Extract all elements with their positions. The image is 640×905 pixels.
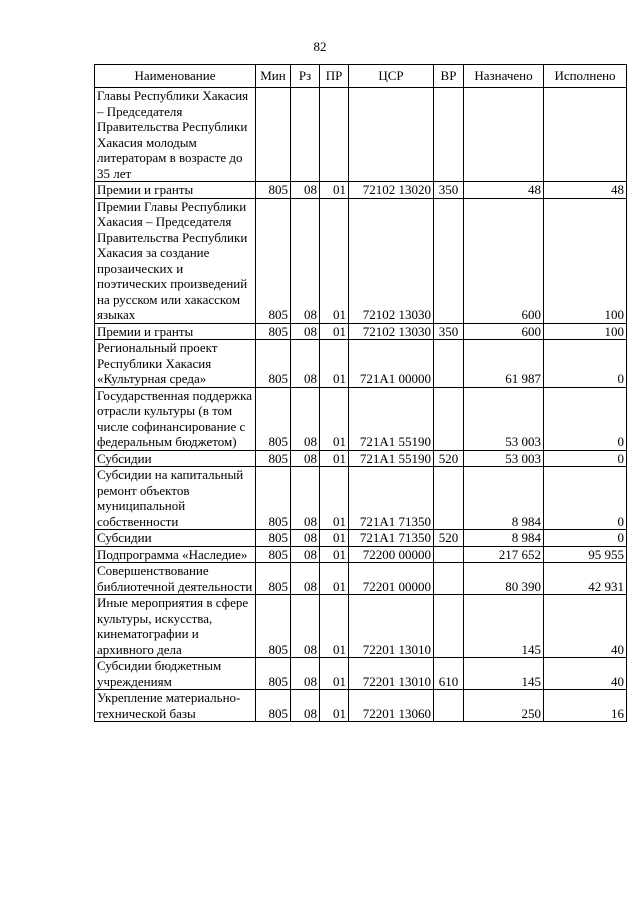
cell-executed: 0 bbox=[544, 340, 627, 388]
cell-rz: 08 bbox=[291, 546, 320, 563]
cell-rz: 08 bbox=[291, 658, 320, 690]
cell-executed: 100 bbox=[544, 198, 627, 323]
cell-executed: 40 bbox=[544, 595, 627, 658]
cell-pr: 01 bbox=[320, 546, 349, 563]
cell-vr: 520 bbox=[434, 530, 464, 547]
cell-rz bbox=[291, 88, 320, 182]
cell-pr: 01 bbox=[320, 690, 349, 722]
cell-csr: 721А1 71350 bbox=[349, 467, 434, 530]
cell-vr bbox=[434, 198, 464, 323]
column-header-executed: Исполнено bbox=[544, 65, 627, 88]
cell-assigned: 53 003 bbox=[464, 450, 544, 467]
table-row bbox=[95, 658, 627, 690]
table-body bbox=[95, 88, 627, 722]
cell-assigned: 250 bbox=[464, 690, 544, 722]
cell-executed: 0 bbox=[544, 467, 627, 530]
cell-min: 805 bbox=[256, 563, 291, 595]
cell-csr bbox=[349, 88, 434, 182]
cell-name: Иные мероприятия в сфере культуры, искусства, кинематографии и архивного дела bbox=[95, 595, 256, 658]
cell-vr bbox=[434, 467, 464, 530]
table-row bbox=[95, 595, 627, 658]
cell-min: 805 bbox=[256, 182, 291, 199]
cell-csr: 72201 13060 bbox=[349, 690, 434, 722]
cell-name: Укрепление материально-технической базы bbox=[95, 690, 256, 722]
cell-assigned: 145 bbox=[464, 658, 544, 690]
column-header-min: Мин bbox=[256, 65, 291, 88]
table-row bbox=[95, 323, 627, 340]
cell-min: 805 bbox=[256, 530, 291, 547]
cell-assigned bbox=[464, 88, 544, 182]
table-row bbox=[95, 530, 627, 547]
cell-csr: 72201 00000 bbox=[349, 563, 434, 595]
cell-csr: 72102 13030 bbox=[349, 323, 434, 340]
cell-assigned: 61 987 bbox=[464, 340, 544, 388]
table-row bbox=[95, 450, 627, 467]
cell-executed: 100 bbox=[544, 323, 627, 340]
cell-name: Государственная поддержка отрасли культуры (в том числе софинансирование с федеральным бюджетом) bbox=[95, 387, 256, 450]
cell-name: Субсидии bbox=[95, 530, 256, 547]
table-row bbox=[95, 467, 627, 530]
cell-pr: 01 bbox=[320, 658, 349, 690]
cell-vr: 350 bbox=[434, 182, 464, 199]
cell-rz: 08 bbox=[291, 530, 320, 547]
table-row bbox=[95, 88, 627, 182]
cell-executed: 95 955 bbox=[544, 546, 627, 563]
cell-vr: 350 bbox=[434, 323, 464, 340]
cell-name: Региональный проект Республики Хакасия «Культурная среда» bbox=[95, 340, 256, 388]
cell-executed: 48 bbox=[544, 182, 627, 199]
cell-csr: 721А1 55190 bbox=[349, 450, 434, 467]
cell-pr: 01 bbox=[320, 323, 349, 340]
cell-min: 805 bbox=[256, 387, 291, 450]
cell-min: 805 bbox=[256, 323, 291, 340]
cell-executed: 0 bbox=[544, 387, 627, 450]
cell-vr bbox=[434, 340, 464, 388]
cell-assigned: 48 bbox=[464, 182, 544, 199]
cell-rz: 08 bbox=[291, 467, 320, 530]
table-row bbox=[95, 563, 627, 595]
cell-rz: 08 bbox=[291, 323, 320, 340]
cell-min: 805 bbox=[256, 546, 291, 563]
cell-csr: 72201 13010 bbox=[349, 595, 434, 658]
cell-assigned: 145 bbox=[464, 595, 544, 658]
cell-name: Субсидии на капитальный ремонт объектов муниципальной собственности bbox=[95, 467, 256, 530]
cell-min: 805 bbox=[256, 198, 291, 323]
cell-assigned: 600 bbox=[464, 198, 544, 323]
cell-name: Премии и гранты bbox=[95, 182, 256, 199]
table-row bbox=[95, 690, 627, 722]
cell-rz: 08 bbox=[291, 182, 320, 199]
column-header-name: Наименование bbox=[95, 65, 256, 88]
cell-pr: 01 bbox=[320, 530, 349, 547]
cell-vr bbox=[434, 387, 464, 450]
cell-csr: 721А1 71350 bbox=[349, 530, 434, 547]
cell-vr bbox=[434, 88, 464, 182]
cell-rz: 08 bbox=[291, 595, 320, 658]
cell-vr bbox=[434, 595, 464, 658]
table-row bbox=[95, 340, 627, 388]
cell-pr bbox=[320, 88, 349, 182]
cell-pr: 01 bbox=[320, 450, 349, 467]
cell-assigned: 217 652 bbox=[464, 546, 544, 563]
cell-assigned: 600 bbox=[464, 323, 544, 340]
cell-executed: 0 bbox=[544, 530, 627, 547]
cell-executed: 0 bbox=[544, 450, 627, 467]
table-header-row bbox=[95, 65, 627, 88]
column-header-pr: ПР bbox=[320, 65, 349, 88]
cell-name: Совершенствование библиотечной деятельности bbox=[95, 563, 256, 595]
cell-rz: 08 bbox=[291, 690, 320, 722]
cell-rz: 08 bbox=[291, 340, 320, 388]
page-number: 82 bbox=[313, 39, 327, 54]
cell-executed: 40 bbox=[544, 658, 627, 690]
cell-executed: 42 931 bbox=[544, 563, 627, 595]
table-row bbox=[95, 546, 627, 563]
cell-assigned: 8 984 bbox=[464, 530, 544, 547]
cell-rz: 08 bbox=[291, 450, 320, 467]
column-header-csr: ЦСР bbox=[349, 65, 434, 88]
cell-csr: 72102 13020 bbox=[349, 182, 434, 199]
cell-csr: 721А1 00000 bbox=[349, 340, 434, 388]
cell-assigned: 80 390 bbox=[464, 563, 544, 595]
cell-vr: 520 bbox=[434, 450, 464, 467]
column-header-vr: ВР bbox=[434, 65, 464, 88]
cell-rz: 08 bbox=[291, 387, 320, 450]
cell-min bbox=[256, 88, 291, 182]
cell-vr bbox=[434, 563, 464, 595]
cell-min: 805 bbox=[256, 450, 291, 467]
cell-rz: 08 bbox=[291, 198, 320, 323]
cell-pr: 01 bbox=[320, 340, 349, 388]
cell-pr: 01 bbox=[320, 198, 349, 323]
cell-name: Главы Республики Хакасия – Председателя Правительства Республики Хакасия молодым литераторам в возрасте до 35 лет bbox=[95, 88, 256, 182]
table-row bbox=[95, 182, 627, 199]
cell-min: 805 bbox=[256, 595, 291, 658]
cell-pr: 01 bbox=[320, 182, 349, 199]
column-header-rz: Рз bbox=[291, 65, 320, 88]
cell-name: Премии и гранты bbox=[95, 323, 256, 340]
cell-executed: 16 bbox=[544, 690, 627, 722]
cell-pr: 01 bbox=[320, 563, 349, 595]
column-header-assigned: Назначено bbox=[464, 65, 544, 88]
cell-csr: 72102 13030 bbox=[349, 198, 434, 323]
cell-vr: 610 bbox=[434, 658, 464, 690]
cell-assigned: 53 003 bbox=[464, 387, 544, 450]
cell-name: Субсидии бюджетным учреждениям bbox=[95, 658, 256, 690]
table-row bbox=[95, 387, 627, 450]
cell-pr: 01 bbox=[320, 595, 349, 658]
cell-vr bbox=[434, 690, 464, 722]
cell-csr: 72201 13010 bbox=[349, 658, 434, 690]
cell-min: 805 bbox=[256, 340, 291, 388]
table-row bbox=[95, 198, 627, 323]
cell-min: 805 bbox=[256, 658, 291, 690]
cell-name: Субсидии bbox=[95, 450, 256, 467]
cell-min: 805 bbox=[256, 467, 291, 530]
cell-pr: 01 bbox=[320, 467, 349, 530]
cell-csr: 72200 00000 bbox=[349, 546, 434, 563]
cell-vr bbox=[434, 546, 464, 563]
cell-name: Подпрограмма «Наследие» bbox=[95, 546, 256, 563]
cell-min: 805 bbox=[256, 690, 291, 722]
cell-pr: 01 bbox=[320, 387, 349, 450]
cell-csr: 721А1 55190 bbox=[349, 387, 434, 450]
budget-table bbox=[94, 64, 627, 722]
cell-name: Премии Главы Республики Хакасия – Председателя Правительства Республики Хакасия за создание прозаических и поэтических произведений на русском или хакасском языках bbox=[95, 198, 256, 323]
cell-assigned: 8 984 bbox=[464, 467, 544, 530]
cell-executed bbox=[544, 88, 627, 182]
cell-rz: 08 bbox=[291, 563, 320, 595]
